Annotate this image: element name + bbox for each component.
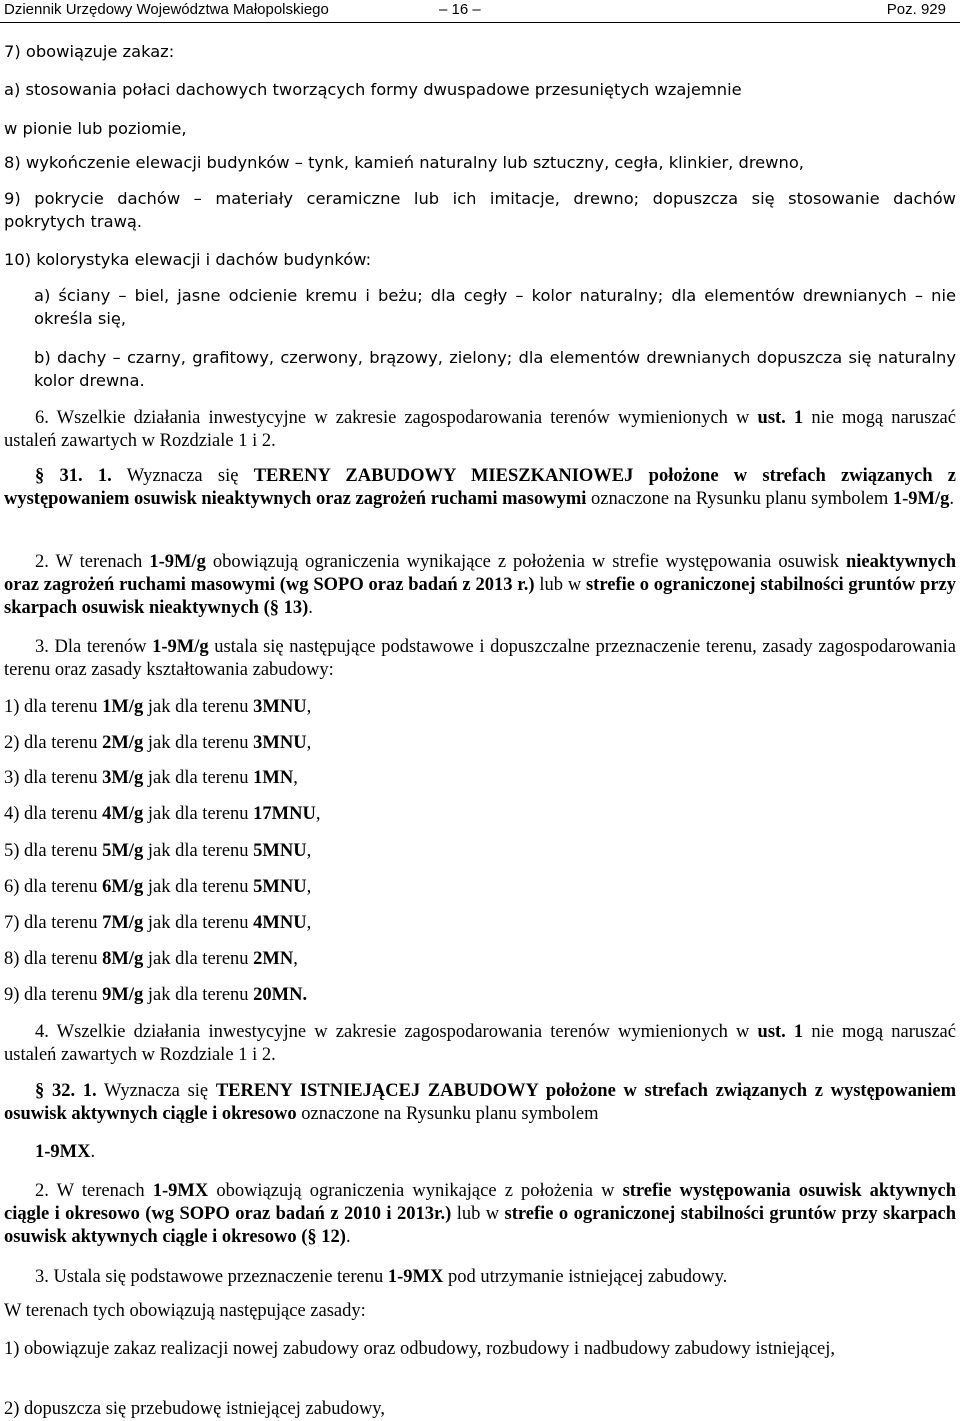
s32-text: Wyznacza się: [96, 1081, 216, 1101]
rule-1: 1) obowiązuje zakaz realizacji nowej zabudowy oraz odbudowy, rozbudowy i nadbudowy zabudowy istniejącej,: [4, 1339, 836, 1359]
paragraph-6: [4, 407, 956, 453]
s32-3-symbol: 1-9MX: [387, 1267, 444, 1287]
list-text: ,: [315, 804, 321, 824]
paragraph-32-2: [4, 1180, 956, 1249]
list-text: jak dla terenu: [143, 913, 254, 933]
reference-symbol: 3MNU: [253, 733, 307, 753]
list-text: jak dla terenu: [143, 804, 254, 824]
item-10a-text: a) ściany – biel, jasne odcienie kremu i beżu; dla cegły – kolor naturalny; dla elementów drewnianych – nie określa się,: [34, 286, 956, 328]
list-item: [4, 876, 956, 899]
list-item: [4, 912, 956, 935]
s31-2-bold-2: strefie o ograniczonej stabilności gruntów przy skarpach osuwisk nieaktywnych (§ 13): [4, 575, 956, 618]
reference-symbol: 17MNU: [253, 804, 316, 824]
list-text: jak dla terenu: [143, 768, 254, 788]
s31-text-2: oznaczone na Rysunku planu symbolem: [586, 489, 893, 509]
paragraph-32-3: [4, 1266, 956, 1289]
p6-ref: ust. 1: [757, 408, 804, 428]
s32-end: .: [90, 1142, 96, 1162]
s32-number: § 32. 1.: [35, 1081, 97, 1101]
list-text: 6) dla terenu: [4, 877, 103, 897]
s31-text: Wyznacza się: [111, 466, 254, 486]
list-item: [4, 732, 956, 755]
item-10b-text: b) dachy – czarny, grafitowy, czerwony, brązowy, zielony; dla elementów drewnianych dopuszcza się naturalny kolor drewna.: [34, 348, 956, 390]
paragraph-31-3: [4, 636, 956, 682]
s32-bold-text: TERENY ISTNIEJĄCEJ ZABUDOWY położone w strefach związanych z występowaniem osuwisk aktywnych ciągle i okresowo: [4, 1081, 956, 1124]
reference-symbol: 4MNU: [253, 913, 307, 933]
terrain-symbol: 7M/g: [102, 913, 144, 933]
s31-bold-text: TERENY ZABUDOWY MIESZKANIOWEJ położone w strefach związanych z występowaniem osuwisk nieaktywnych oraz zagrożeń ruchami masowymi: [4, 466, 956, 509]
rule-2: 2) dopuszcza się przebudowę istniejącej zabudowy,: [4, 1399, 385, 1419]
s32-2-symbol: 1-9MX: [152, 1181, 209, 1201]
list-text: jak dla terenu: [143, 877, 254, 897]
list-text: 3) dla terenu: [4, 768, 103, 788]
s31-4-text-end: nie mogą naruszać ustaleń zawartych w Rozdziale 1 i 2.: [4, 1022, 956, 1065]
s32-text-2: oznaczone na Rysunku planu symbolem: [296, 1104, 599, 1124]
item-10a: [34, 284, 956, 330]
s32-3-text-2: pod utrzymanie istniejącej zabudowy.: [443, 1267, 728, 1287]
s31-2-end: .: [308, 598, 313, 618]
item-9-line2: pokrytych trawą.: [4, 212, 143, 231]
s31-2-text: 2. W terenach: [35, 552, 150, 572]
paragraph-31-4: [4, 1021, 956, 1067]
s32-2-text-2: obowiązują ograniczenia wynikające z położenia w: [208, 1181, 623, 1201]
p6-text-end: nie mogą naruszać ustaleń zawartych w Rozdziale 1 i 2.: [4, 408, 956, 451]
list-text: jak dla terenu: [143, 697, 254, 717]
s31-end: .: [949, 489, 955, 509]
s31-3-text-2: ustala się następujące podstawowe i dopuszczalne przeznaczenie terenu, zasady zagospodarowania terenu oraz zasady kształtowania zabudowy:: [4, 637, 956, 680]
item-9-line1: 9) pokrycie dachów – materiały ceramiczne lub ich imitacje, drewno; dopuszcza się stosowanie dachów: [4, 189, 956, 208]
list-text: ,: [293, 768, 298, 788]
s32-2-text-3: lub w: [451, 1204, 505, 1224]
item-7a-line2: w pionie lub poziomie,: [4, 119, 187, 138]
journal-title: Dziennik Urzędowy Województwa Małopolskiego: [4, 1, 329, 18]
list-item: [4, 984, 956, 1007]
reference-symbol: 1MN: [253, 768, 294, 788]
rules-intro: W terenach tych obowiązują następujące zasady:: [4, 1301, 366, 1321]
s32-symbol: 1-9MX: [35, 1142, 91, 1162]
item-10b: [34, 346, 956, 392]
s31-3-text: 3. Dla terenów: [35, 637, 153, 657]
list-text: jak dla terenu: [143, 733, 254, 753]
item-7: 7) obowiązuje zakaz:: [4, 42, 175, 61]
terrain-symbol: 9M/g: [102, 985, 144, 1005]
s31-2-bold: nieaktywnych oraz zagrożeń ruchami masowymi (wg SOPO oraz badań z 2013 r.): [4, 552, 956, 595]
s31-2-symbol: 1-9M/g: [149, 552, 206, 572]
s32-2-end: .: [345, 1227, 351, 1247]
s31-2-text-2: obowiązują ograniczenia wynikające z położenia w strefie występowania osuwisk: [205, 552, 846, 572]
terrain-symbol: 2M/g: [102, 733, 144, 753]
terrain-symbol: 1M/g: [102, 697, 144, 717]
list-text: ,: [306, 733, 312, 753]
reference-symbol: 5MNU: [253, 877, 307, 897]
list-text: 8) dla terenu: [4, 949, 103, 969]
list-text: ,: [306, 841, 312, 861]
item-8: 8) wykończenie elewacji budynków – tynk, kamień naturalny lub sztuczny, cegła, klinkier, drewno,: [4, 153, 804, 172]
s32-2-bold-2: strefie o ograniczonej stabilności gruntów przy skarpach osuwisk aktywnych ciągle i okresowo (§ 12): [4, 1204, 957, 1247]
s31-number: § 31. 1.: [35, 466, 112, 486]
reference-symbol: 5MNU: [253, 841, 307, 861]
terrain-symbol: 6M/g: [102, 877, 144, 897]
page-header: [0, 0, 960, 23]
list-text: ,: [306, 877, 312, 897]
list-text: ,: [306, 913, 312, 933]
list-text: jak dla terenu: [143, 949, 254, 969]
item-10: 10) kolorystyka elewacji i dachów budynków:: [4, 250, 372, 269]
s31-symbol: 1-9M/g: [892, 489, 950, 509]
paragraph-32-1: [4, 1080, 956, 1126]
page-number: – 16 –: [439, 1, 481, 18]
item-7a-line1: a) stosowania połaci dachowych tworzących formy dwuspadowe przesuniętych wzajemnie: [4, 80, 742, 99]
s31-4-ref: ust. 1: [757, 1022, 804, 1042]
p6-text: 6. Wszelkie działania inwestycyjne w zakresie zagospodarowania terenów wymienionych w: [35, 408, 758, 428]
list-text: 7) dla terenu: [4, 913, 103, 933]
terrain-symbol: 8M/g: [102, 949, 144, 969]
reference-symbol: 3MNU: [253, 697, 307, 717]
list-item: [4, 840, 956, 863]
position-number: Poz. 929: [886, 1, 946, 18]
terrain-symbol: 4M/g: [102, 804, 144, 824]
s32-3-text: 3. Ustala się podstawowe przeznaczenie terenu: [35, 1267, 388, 1287]
list-text: ,: [306, 697, 312, 717]
list-item: [4, 948, 956, 971]
list-item: [4, 767, 956, 790]
s32-2-bold: strefie występowania osuwisk aktywnych ciągle i okresowo (wg SOPO oraz badań z 2010 i 2013r.): [4, 1181, 956, 1224]
s31-3-symbol: 1-9M/g: [152, 637, 209, 657]
paragraph-31-1: [4, 465, 956, 511]
s32-2-text: 2. W terenach: [35, 1181, 153, 1201]
list-text: jak dla terenu: [143, 841, 254, 861]
paragraph-32-symbol: [35, 1141, 956, 1164]
paragraph-31-2: [4, 551, 956, 620]
list-text: 1) dla terenu: [4, 697, 103, 717]
terrain-symbol: 3M/g: [102, 768, 144, 788]
list-text: jak dla terenu: [143, 985, 254, 1005]
list-text: 4) dla terenu: [4, 804, 103, 824]
list-text: 9) dla terenu: [4, 985, 103, 1005]
s31-4-text: 4. Wszelkie działania inwestycyjne w zakresie zagospodarowania terenów wymienionych w: [35, 1022, 758, 1042]
terrain-symbol: 5M/g: [102, 841, 144, 861]
reference-symbol: 20MN.: [253, 985, 308, 1005]
list-text: ,: [293, 949, 298, 969]
list-text: 5) dla terenu: [4, 841, 103, 861]
s31-2-text-3: lub w: [534, 575, 586, 595]
reference-symbol: 2MN: [253, 949, 294, 969]
list-item: [4, 803, 956, 826]
list-text: 2) dla terenu: [4, 733, 103, 753]
list-item: [4, 696, 956, 719]
